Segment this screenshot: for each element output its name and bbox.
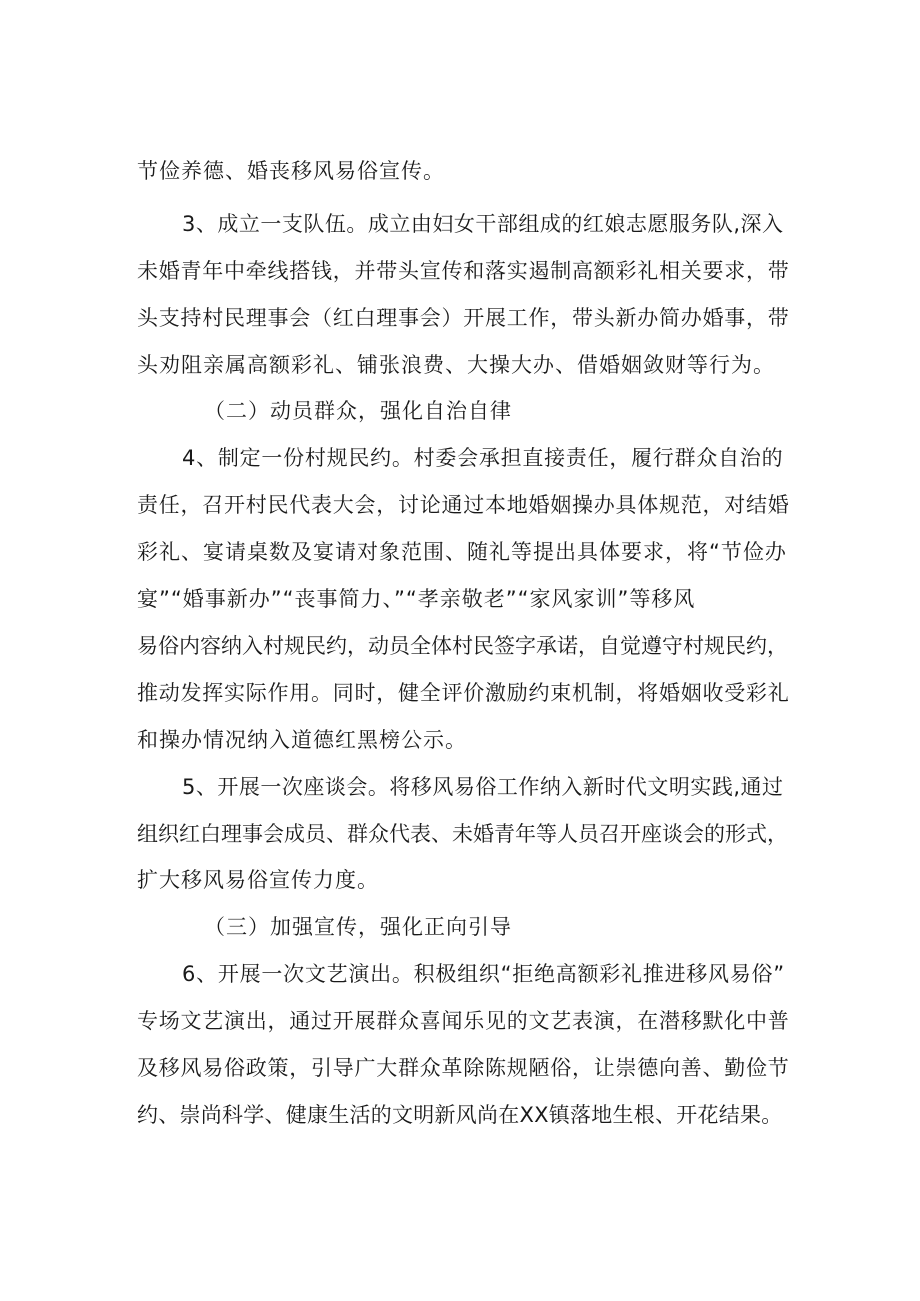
- text-line: [0, 440, 920, 476]
- line-text: 5、开展一次座谈会。将移风易俗工作纳入新时代文明实践,通过: [182, 775, 784, 799]
- text-line: [0, 628, 920, 664]
- text-line: [0, 862, 920, 898]
- line-text: 及移风易俗政策，引导广大群众革除陈规陋俗，让崇德向善、勤俭节: [137, 1056, 790, 1080]
- line-text: 6、开展一次文艺演出。积极组织“拒绝高额彩礼推进移风易俗”: [182, 962, 785, 986]
- line-text: 和操办情况纳入道德红黑榜公示。: [137, 728, 467, 752]
- text-line: [0, 300, 920, 336]
- text-line: [0, 253, 920, 289]
- line-text: 3、成立一支队伍。成立由妇女干部组成的红娘志愿服务队,深入: [182, 212, 784, 236]
- text-line: [0, 769, 920, 805]
- text-line: [0, 347, 920, 383]
- line-text: 易俗内容纳入村规民约，动员全体村民签字承诺，自觉遵守村规民约，: [137, 634, 788, 658]
- line-text: 专场文艺演出，通过开展群众喜闻乐见的文艺表演，在潜移默化中普: [137, 1009, 790, 1033]
- text-line: [0, 675, 920, 711]
- text-line: [0, 487, 920, 523]
- text-line: [0, 581, 920, 617]
- line-text: 头劝阻亲属高额彩礼、铺张浪费、大操大办、借婚姻敛财等行为。: [137, 353, 775, 377]
- line-text: 节俭养德、婚丧移风易俗宣传。: [137, 159, 445, 183]
- text-line: [0, 153, 920, 189]
- text-line: [0, 206, 920, 242]
- line-text: 组织红白理事会成员、群众代表、未婚青年等人员召开座谈会的形式，: [137, 822, 788, 846]
- line-text: （二）动员群众，强化自治自律: [204, 399, 512, 423]
- text-line: [0, 1003, 920, 1039]
- line-text: 头支持村民理事会（红白理事会）开展工作，带头新办简办婚事，带: [137, 306, 790, 330]
- text-line: [0, 956, 920, 992]
- section-heading: [0, 909, 920, 945]
- line-text: 责任，召开村民代表大会，讨论通过本地婚姻操办具体规范，对结婚: [137, 493, 790, 517]
- line-text: （三）加强宣传，强化正向引导: [204, 915, 512, 939]
- text-line: [0, 534, 920, 570]
- line-text: 扩大移风易俗宣传力度。: [137, 868, 379, 892]
- text-line: [0, 816, 920, 852]
- text-line: [0, 1050, 920, 1086]
- line-text: 4、制定一份村规民约。村委会承担直接责任，履行群众自治的: [182, 446, 784, 470]
- line-text: 宴”“婚事新办”“丧事简力、”“孝亲敬老”“家风家训”等移风: [137, 587, 696, 611]
- line-text: 推动发挥实际作用。同时，健全评价激励约束机制，将婚姻收受彩礼: [137, 681, 790, 705]
- line-text: 彩礼、宴请桌数及宴请对象范围、随礼等提出具体要求，将“节俭办: [137, 540, 787, 564]
- text-line: [0, 1097, 920, 1133]
- line-text: 未婚青年中牵线搭钱，并带头宣传和落实遏制高额彩礼相关要求，带: [137, 259, 790, 283]
- section-heading: [0, 393, 920, 429]
- line-text: 约、崇尚科学、健康生活的文明新风尚在XX镇落地生根、开花结果。: [137, 1103, 783, 1127]
- text-line: [0, 722, 920, 758]
